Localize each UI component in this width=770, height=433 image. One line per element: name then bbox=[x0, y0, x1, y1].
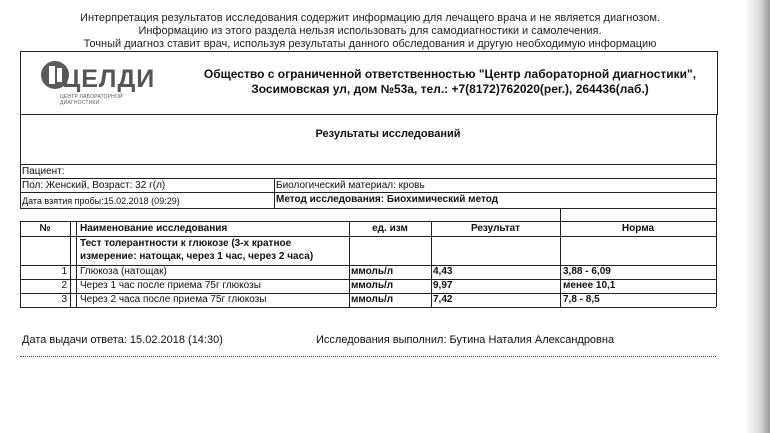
header-unit: ед. изм bbox=[372, 223, 408, 234]
disclaimer-line-2: Информацию из этого раздела нельзя использовать для самодиагностики и самолечения. bbox=[138, 25, 602, 37]
divider bbox=[716, 164, 717, 208]
table-row-num: 2 bbox=[61, 280, 67, 291]
performed-by: Исследования выполнил: Бутина Наталия Александровна bbox=[316, 334, 615, 346]
page-edge-shadow bbox=[745, 0, 770, 433]
table-row-norm: 7,8 - 8,5 bbox=[563, 294, 600, 305]
table-row-name: Через 1 час после приема 75г глюкозы bbox=[80, 280, 261, 291]
table-row-result: 4,43 bbox=[433, 266, 453, 277]
company-line-1: Общество с ограниченной ответственностью "Центр лабораторной диагностики", bbox=[203, 67, 697, 81]
issue-date: Дата выдачи ответа: 15.02.2018 (14:30) bbox=[22, 334, 223, 346]
patient-method: Метод исследования: Биохимический метод bbox=[276, 194, 499, 205]
disclaimer-line-3: Точный диагноз ставит врач, используя результаты данного обследования и другую необходимую информацию bbox=[83, 38, 657, 50]
header-result: Результат bbox=[470, 223, 521, 234]
company-line-2: Зосимовская ул, дом №53а, тел.: +7(8172)762020(рег.), 264436(лаб.) bbox=[251, 82, 649, 96]
divider bbox=[20, 208, 716, 209]
divider bbox=[20, 164, 716, 165]
table-row-unit: ммоль/л bbox=[351, 294, 394, 305]
footer-divider bbox=[20, 356, 716, 357]
divider bbox=[20, 164, 21, 208]
page-title: Результаты исследований bbox=[315, 128, 461, 140]
divider bbox=[76, 221, 77, 307]
table-row-result: 7,42 bbox=[433, 294, 453, 305]
divider bbox=[20, 178, 716, 179]
divider bbox=[716, 114, 717, 164]
header-norm: Норма bbox=[621, 223, 655, 234]
group-title-line-2: измерение: натощак, через 1 час, через 2 часа) bbox=[80, 251, 314, 262]
logo-subtitle: ЦЕНТР ЛАБОРАТОРНОЙ ДИАГНОСТИКИ bbox=[60, 94, 123, 106]
logo-name: ЦЕЛДИ bbox=[62, 65, 156, 93]
patient-name-label: Пациент: bbox=[22, 166, 65, 177]
divider bbox=[716, 208, 717, 307]
header-num: № bbox=[39, 223, 51, 234]
divider bbox=[20, 236, 716, 237]
divider bbox=[20, 307, 716, 308]
divider bbox=[20, 114, 716, 115]
divider bbox=[20, 114, 21, 164]
patient-sample-date: Дата взятия пробы:15.02.2018 (09:29) bbox=[22, 196, 180, 206]
patient-sex-age: Пол: Женский, Возраст: 32 г(л) bbox=[22, 180, 166, 191]
divider bbox=[70, 221, 71, 307]
table-row-unit: ммоль/л bbox=[351, 280, 394, 291]
table-row-result: 9,97 bbox=[433, 280, 453, 291]
table-row-norm: 3,88 - 6,09 bbox=[563, 266, 611, 277]
group-title-line-1: Тест толерантности к глюкозе (3-х кратное bbox=[80, 238, 292, 249]
patient-material: Биологический материал: кровь bbox=[276, 180, 425, 191]
divider bbox=[20, 192, 716, 193]
header-name: Наименование исследования bbox=[80, 223, 228, 234]
table-row-name: Глюкоза (натощак) bbox=[80, 266, 167, 277]
table-row-num: 3 bbox=[61, 294, 67, 305]
divider bbox=[20, 221, 716, 222]
table-row-norm: менее 10,1 bbox=[563, 280, 616, 291]
table-row-num: 1 bbox=[61, 266, 67, 277]
table-row-name: Через 2 часа после приема 75г глюкозы bbox=[80, 294, 267, 305]
disclaimer-line-1: Интерпретация результатов исследования содержит информацию для лечащего врача и не является диагнозом. bbox=[80, 12, 660, 24]
table-row-unit: ммоль/л bbox=[351, 266, 394, 277]
logo bbox=[38, 57, 158, 106]
divider bbox=[274, 178, 275, 208]
